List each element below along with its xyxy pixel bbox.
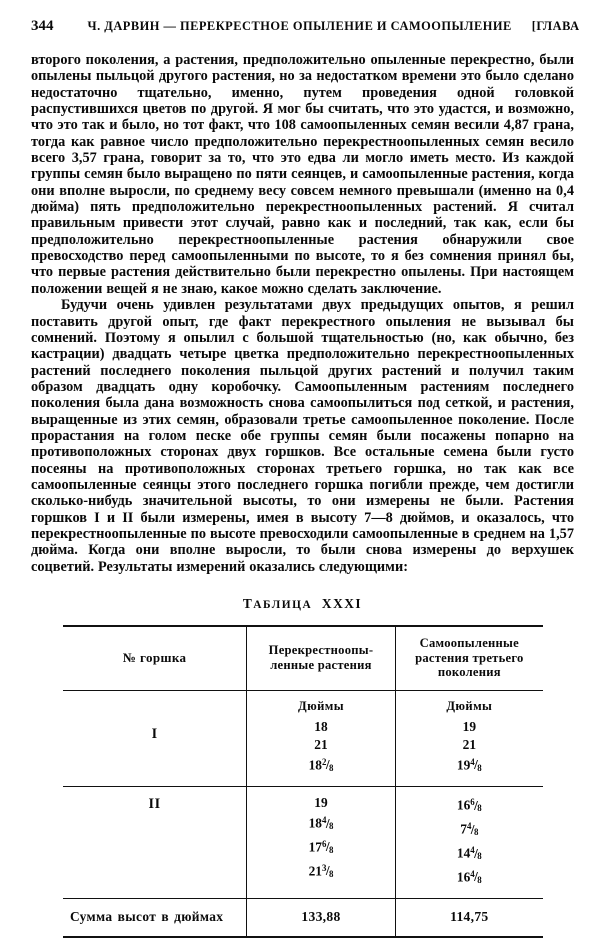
summary-row <box>63 899 543 937</box>
column-header-crossed <box>247 627 395 690</box>
value <box>247 736 394 754</box>
measurements-table <box>63 625 543 938</box>
fraction-slash: / <box>325 757 330 773</box>
summary-label: Сумма высот в дюймах <box>70 909 224 925</box>
running-head <box>31 18 580 35</box>
value-whole: 21 <box>308 863 322 879</box>
running-head-chapter: [ГЛАВА <box>531 19 580 33</box>
measurements-table-wrapper <box>63 625 543 938</box>
value <box>396 754 543 778</box>
value-whole: 16 <box>456 869 471 885</box>
value <box>396 818 543 842</box>
value-whole: 16 <box>456 797 471 813</box>
value-whole: 17 <box>308 839 322 855</box>
paragraph-continuation: второго поколения, а растения, предположительно опыленные перекрестно, были опылены пыльцой другого растения, но за недостатком времени это было сделано недостаточно тщательно, именно, путем проведения одной головкой распустившихся цветов по другой. Я мог бы считать, что это удастся, и возможно, что это так и было, но тот факт, что 108 самоопыленных семян весили 4,87 грана, тогда как равное число предположительно перекрестноопыленных семян весило всего 3,57 грана, говорит за то, что это едва ли могло иметь место. Из каждой группы семян было выращено по пяти сеянцев, и самоопыленные растения, когда они вполне выросли, по среднему весу совсем немного превышали (именно на 0,4 дюйма) пять предположительно перекрестноопыленных растений. Я считал правильным привести этот случай, равно как и последний, так как, если бы предположительно перекрестноопыленные растения обнаружили свое превосходство перед самоопыленными по высоте, то я без сомнения принял бы, что первые растения действительно были перекрестно опылены. При настоящем положении вещей я не знаю, какое можно сделать заключение. <box>31 52 574 297</box>
value-whole: 18 <box>308 815 322 831</box>
value-denominator: 8 <box>477 762 482 773</box>
fraction-slash: / <box>470 821 475 837</box>
value-numerator: 6 <box>321 838 327 849</box>
table-caption-word-rest: АБЛИЦА <box>253 599 313 611</box>
column-header-selfed-line2: растения третьего <box>415 650 524 665</box>
page-number: 344 <box>31 18 54 34</box>
value-numerator: 4 <box>470 868 475 879</box>
value <box>396 842 543 866</box>
value-whole: 19 <box>462 719 477 735</box>
value-denominator: 8 <box>328 762 334 773</box>
summary-crossed-total: 133,88 <box>247 899 395 937</box>
column-header-crossed-line1: Перекрестноопы- <box>268 643 374 658</box>
fraction-slash: / <box>325 815 330 831</box>
value-whole: 19 <box>456 757 471 773</box>
rule-segment <box>63 937 247 938</box>
fraction-slash: / <box>474 797 478 813</box>
fraction-slash: / <box>474 757 478 773</box>
value-numerator: 4 <box>466 821 472 832</box>
column-header-selfed <box>395 627 543 690</box>
column-header-crossed-line2: ленные растения <box>270 657 372 672</box>
value <box>247 812 394 836</box>
selfed-values-pot-2 <box>395 787 543 899</box>
value <box>396 866 543 890</box>
value-whole: 21 <box>314 736 328 752</box>
value-denominator: 8 <box>473 827 479 838</box>
rule-segment <box>395 937 543 938</box>
selfed-values-pot-1 <box>395 691 543 787</box>
table-rule-bottom <box>63 937 543 938</box>
summary-selfed-total: 114,75 <box>395 899 543 937</box>
table-header-row <box>63 627 543 690</box>
value <box>396 718 543 736</box>
body-text <box>31 52 574 575</box>
table-caption <box>31 596 574 612</box>
value-whole: 19 <box>314 795 328 811</box>
fraction-slash: / <box>325 863 330 879</box>
column-header-selfed-line1: Самоопыленные <box>419 636 519 650</box>
table-row <box>63 787 543 899</box>
value-numerator: 4 <box>321 814 327 825</box>
value-denominator: 8 <box>477 874 482 885</box>
value-whole: 18 <box>314 719 328 735</box>
column-header-selfed-line3: поколения <box>437 665 501 680</box>
table-caption-number: XXXI <box>321 596 363 611</box>
value-numerator: 2 <box>321 756 327 767</box>
value-denominator: 8 <box>328 868 334 879</box>
pot-label: I <box>151 725 158 742</box>
value-whole: 7 <box>460 821 467 837</box>
fraction-slash: / <box>474 845 478 861</box>
value-whole: 18 <box>308 757 322 773</box>
value-numerator: 3 <box>321 862 327 873</box>
value <box>247 794 394 812</box>
value <box>396 736 543 754</box>
value <box>247 836 394 860</box>
column-header-pot: № горшка <box>122 649 187 665</box>
crossed-values-pot-2 <box>247 787 395 899</box>
value <box>247 718 394 736</box>
value-denominator: 8 <box>328 844 334 855</box>
value <box>396 794 543 818</box>
units-label: Дюймы <box>446 698 493 713</box>
value-numerator: 4 <box>470 756 475 767</box>
running-head-title: Ч. ДАРВИН — ПЕРЕКРЕСТНОЕ ОПЫЛЕНИЕ И САМООПЫЛЕНИЕ <box>87 19 512 33</box>
value <box>247 754 394 778</box>
units-label: Дюймы <box>298 698 344 713</box>
value-whole: 14 <box>456 845 471 861</box>
fraction-slash: / <box>325 839 330 855</box>
table-caption-word-first: Т <box>242 596 254 611</box>
value-whole: 21 <box>462 736 477 752</box>
value-denominator: 8 <box>328 821 334 832</box>
paragraph-new: Будучи очень удивлен результатами двух предыдущих опытов, я решил поставить другой опыт, где факт перекрестного опыления не вызывал бы сомнений. Поэтому я опылил с большой тщательностью (но, как обычно, без кастрации) двадцать четыре цветка предположительно перекрестноопыленных растений последнего поколения пыльцой других растений и получил таким образом двадцать одну коробочку. Самоопыленным растениям последнего поколения была дана возможность снова самоопылиться под сеткой, и растения, выращенные из этих семян, образовали третье самоопыленное поколение. После прорастания на голом песке обе группы семян были посажены попарно на противоположных сторонах двух горшков. Все остальные семена были густо посеяны на противоположных сторонах третьего горшка, но так как все самоопыленные сеянцы этого последнего горшка погибли прежде, чем достигли сколько-нибудь значительной высоты, то они измерены не были. Растения горшков I и II были измерены, имея в высоту 7—8 дюймов, и оказалось, что перекрестноопыленные по высоте превосходили самоопыленные в среднем на 1,57 дюйма. Когда они вполне выросли, то были снова измерены до верхушек соцветий. Результаты измерений оказались следующими: <box>31 297 574 575</box>
value-numerator: 4 <box>470 844 475 855</box>
value-numerator: 6 <box>470 797 475 808</box>
crossed-values-pot-1 <box>247 691 395 787</box>
rule-segment <box>247 937 395 938</box>
value <box>247 860 394 884</box>
table-row <box>63 691 543 787</box>
value-denominator: 8 <box>477 803 482 814</box>
fraction-slash: / <box>474 869 478 885</box>
pot-label: II <box>148 796 161 813</box>
value-denominator: 8 <box>477 851 482 862</box>
